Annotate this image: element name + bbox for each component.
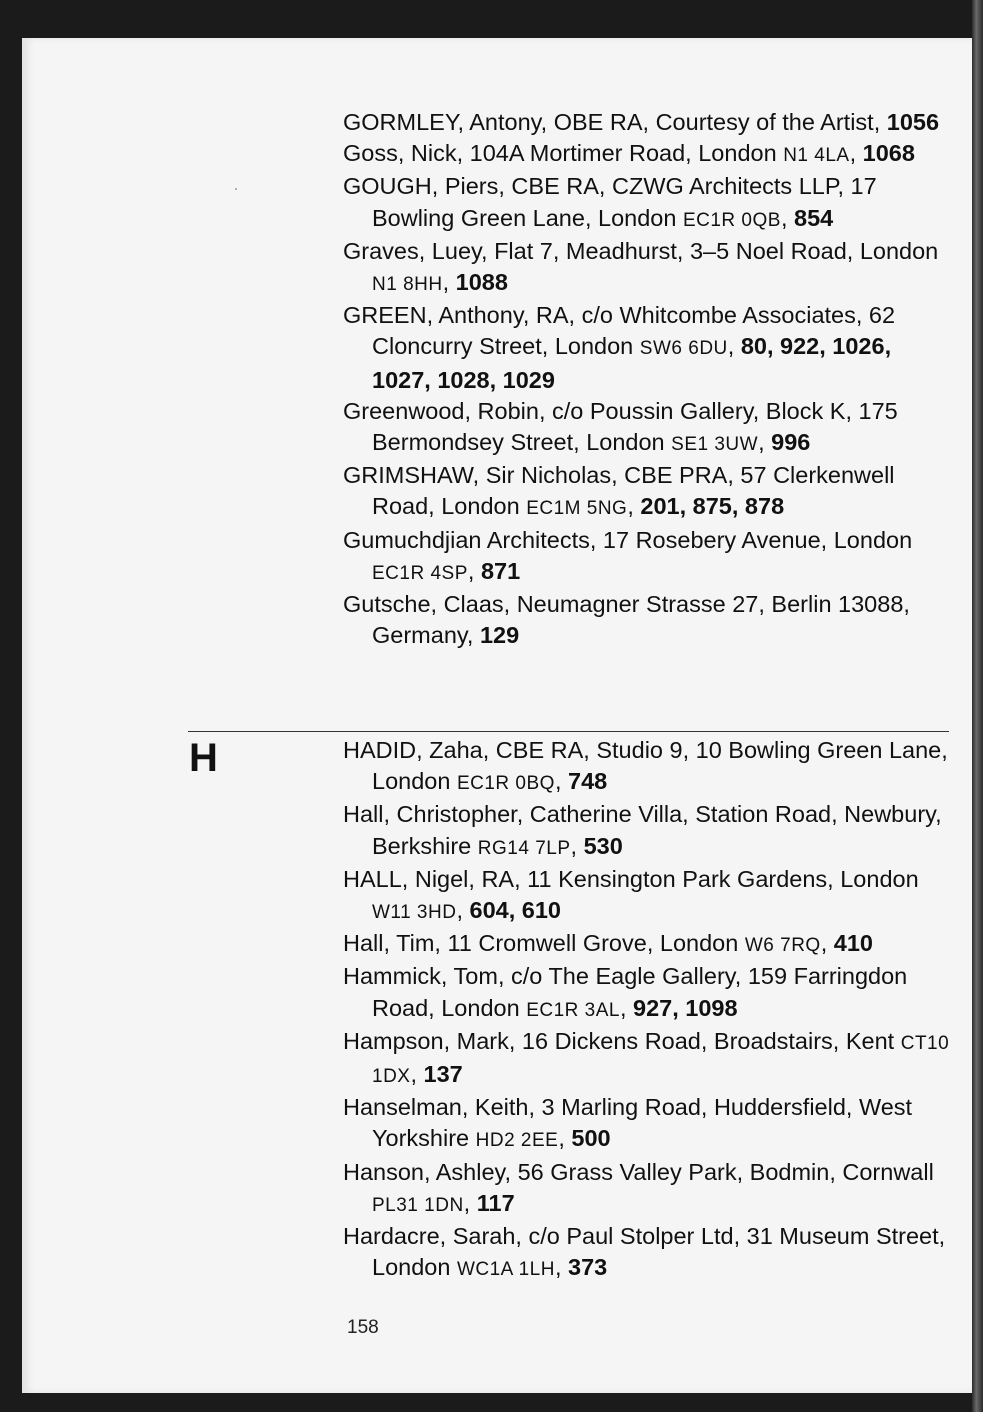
entry-separator: , [820, 930, 834, 957]
index-entry [343, 236, 953, 300]
index-entry [343, 1221, 953, 1285]
entry-separator: , [570, 832, 584, 859]
index-entry [343, 928, 953, 961]
entry-page-refs: 410 [833, 930, 873, 957]
entry-postcode: W11 3HD [372, 902, 457, 924]
index-entry [343, 107, 953, 138]
entry-separator: , [463, 1189, 477, 1216]
entry-postcode: N1 4LA [783, 145, 850, 167]
entry-separator: , [758, 429, 772, 456]
entry-separator: , [456, 897, 470, 924]
entry-name: Greenwood, Robin, c/o Poussin Gallery, Block K, 175 Bermondsey Street, London [343, 397, 898, 456]
entry-postcode: EC1R 4SP [372, 562, 468, 584]
entry-page-refs: 117 [476, 1189, 515, 1216]
entry-name: GOUGH, Piers, CBE RA, CZWG Architects LLP, 17 Bowling Green Lane, London [343, 173, 877, 231]
index-entry [343, 961, 953, 1025]
entry-separator: , [554, 768, 568, 795]
entry-postcode: W6 7RQ [744, 935, 821, 957]
entry-page-refs: 748 [568, 768, 608, 795]
index-entry [343, 799, 953, 863]
index-entry [343, 1092, 953, 1156]
entry-name: Hanson, Ashley, 56 Grass Valley Park, Bodmin, Cornwall [343, 1158, 934, 1185]
entry-page-refs: 854 [794, 204, 834, 231]
entry-separator: , [627, 493, 641, 520]
entry-page-refs: 604, 610 [469, 897, 561, 924]
section-divider [188, 731, 949, 732]
page-edge [972, 0, 983, 1412]
entry-name: Hardacre, Sarah, c/o Paul Stolper Ltd, 31 Museum Street, London [343, 1223, 946, 1281]
entry-name: Hampson, Mark, 16 Dickens Road, Broadstairs, Kent [343, 1027, 901, 1054]
entry-page-refs: 871 [480, 557, 521, 584]
entry-page-refs: 1088 [455, 269, 508, 296]
entry-page-refs: 129 [479, 622, 520, 649]
entry-separator: , [727, 333, 741, 360]
page-number: 158 [347, 1317, 379, 1338]
entry-postcode: SW6 6DU [639, 338, 728, 360]
entry-name: Gumuchdjian Architects, 17 Rosebery Avenue, London [343, 526, 913, 553]
entry-page-refs: 530 [583, 832, 623, 859]
entry-name: GORMLEY, Antony, OBE RA, Courtesy of the Artist, [343, 109, 887, 135]
entry-page-refs: 1056 [886, 109, 940, 135]
entry-page-refs: 927, 1098 [633, 994, 738, 1021]
entry-name: Graves, Luey, Flat 7, Meadhurst, 3–5 Noel Road, London [343, 237, 939, 264]
entry-separator: , [558, 1125, 572, 1152]
speck [235, 188, 237, 190]
entry-postcode: WC1A 1LH [456, 1259, 555, 1281]
index-entry [343, 864, 953, 928]
entry-separator: , [554, 1254, 568, 1281]
entry-name: HALL, Nigel, RA, 11 Kensington Park Gardens, London [343, 865, 919, 892]
entry-name: Hall, Tim, 11 Cromwell Grove, London [343, 930, 745, 957]
entry-separator: , [849, 140, 863, 167]
entry-postcode: EC1M 5NG [526, 498, 628, 520]
entry-page-refs: 500 [571, 1125, 611, 1152]
index-entry [343, 460, 953, 524]
index-entry [343, 300, 953, 396]
entry-page-refs: 80, 922, 1026, 1027, 1028, 1029 [372, 333, 892, 393]
entry-postcode: HD2 2EE [475, 1130, 559, 1152]
entry-postcode: EC1R 0QB [682, 209, 781, 231]
entry-name: Hanselman, Keith, 3 Marling Road, Huddersfield, West Yorkshire [343, 1094, 913, 1152]
index-entries-h [343, 735, 953, 1285]
index-entry [343, 589, 953, 651]
entry-separator: , [619, 994, 634, 1021]
entry-page-refs: 996 [771, 429, 811, 456]
index-entry [343, 171, 953, 235]
index-entry [343, 138, 953, 171]
entry-page-refs: 373 [568, 1254, 608, 1281]
entry-postcode: EC1R 3AL [526, 999, 620, 1021]
entry-page-refs: 137 [423, 1061, 463, 1088]
entry-separator: , [780, 204, 794, 231]
section-letter: H [189, 736, 218, 780]
index-entries-g [343, 107, 953, 651]
entry-separator: , [467, 557, 481, 584]
entry-postcode: N1 8HH [372, 274, 443, 296]
entry-page-refs: 201, 875, 878 [640, 493, 785, 520]
entry-separator: , [442, 269, 456, 296]
entry-postcode: CT10 1DX [372, 1032, 950, 1088]
index-entry [343, 1157, 953, 1221]
entry-postcode: RG14 7LP [477, 837, 571, 859]
entry-name: Gutsche, Claas, Neumagner Strasse 27, Berlin 13088, Germany, [343, 591, 910, 649]
entry-separator: , [410, 1061, 424, 1088]
entry-name: Hammick, Tom, c/o The Eagle Gallery, 159 Farringdon Road, London [343, 963, 908, 1021]
entry-name: GREEN, Anthony, RA, c/o Whitcombe Associates, 62 Cloncurry Street, London [343, 302, 896, 360]
index-entry [343, 1026, 953, 1092]
entry-postcode: EC1R 0BQ [456, 773, 555, 795]
entry-name: Goss, Nick, 104A Mortimer Road, London [343, 140, 784, 167]
index-entry [343, 525, 953, 589]
index-entry [343, 735, 953, 799]
entry-postcode: SE1 3UW [671, 434, 759, 456]
index-entry [343, 396, 953, 460]
entry-name: HADID, Zaha, CBE RA, Studio 9, 10 Bowling Green Lane, London [343, 737, 948, 795]
entry-page-refs: 1068 [862, 140, 915, 167]
entry-name: GRIMSHAW, Sir Nicholas, CBE PRA, 57 Clerkenwell Road, London [343, 462, 895, 520]
entry-postcode: PL31 1DN [372, 1194, 464, 1216]
entry-name: Hall, Christopher, Catherine Villa, Station Road, Newbury, Berkshire [343, 801, 942, 859]
